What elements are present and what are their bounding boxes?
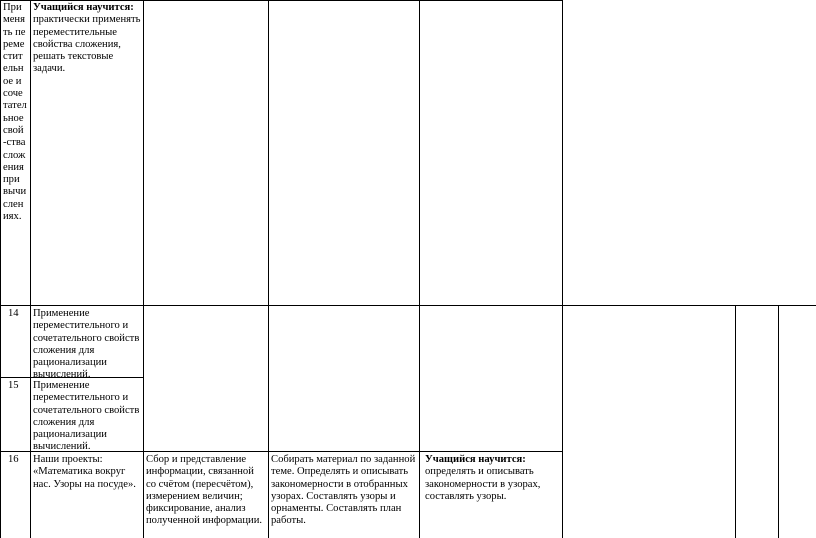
activity-content-cell: Сбор и представление информации, связанной со счётом (пересчётом), измерением величин; фиксирование, анализ полученной информации. [146, 454, 263, 527]
column-divider [419, 0, 420, 538]
column-divider [30, 0, 31, 538]
row-divider [0, 305, 816, 306]
column-divider [143, 0, 144, 538]
table-row [33, 2, 141, 76]
outcome-cell [425, 454, 560, 503]
table-row [3, 2, 27, 305]
topic-cell: Применение переместительного и сочетательного свойств сложения для рационализации вычислений. [33, 380, 140, 453]
outcome-cell: практически применять переместительные свойства сложения, решать текстовые задачи. [33, 14, 141, 75]
column-divider [0, 0, 1, 538]
column-divider [735, 306, 736, 538]
column-divider [268, 0, 269, 538]
table-border-top [0, 0, 563, 1]
topic-cell: Наши проекты: «Математика вокруг нас. Узоры на посуде». [33, 454, 136, 490]
outcome-text: определять и описывать закономерности в узорах, составлять узоры. [425, 466, 541, 502]
row-number: 14 [8, 308, 19, 319]
topic-cell: Применение переместительного и сочетательного свойств сложения для рационализации вычислений. [33, 308, 140, 381]
column-divider [778, 306, 779, 538]
row-number: 16 [8, 454, 19, 465]
outcome-label: Учащийся научится: [33, 2, 134, 13]
column-divider [562, 0, 563, 538]
outcome-label: Учащийся научится: [425, 454, 526, 465]
row-number: 15 [8, 380, 19, 391]
topic-cell: Применять переместительное и сочетательное свой-ства сложения при вычислениях. [3, 2, 27, 223]
student-activity-cell: Собирать материал по заданной теме. Определять и описывать закономерности в отобранных узорах. Составлять узоры и орнаменты. Составлять план работы. [271, 454, 416, 527]
